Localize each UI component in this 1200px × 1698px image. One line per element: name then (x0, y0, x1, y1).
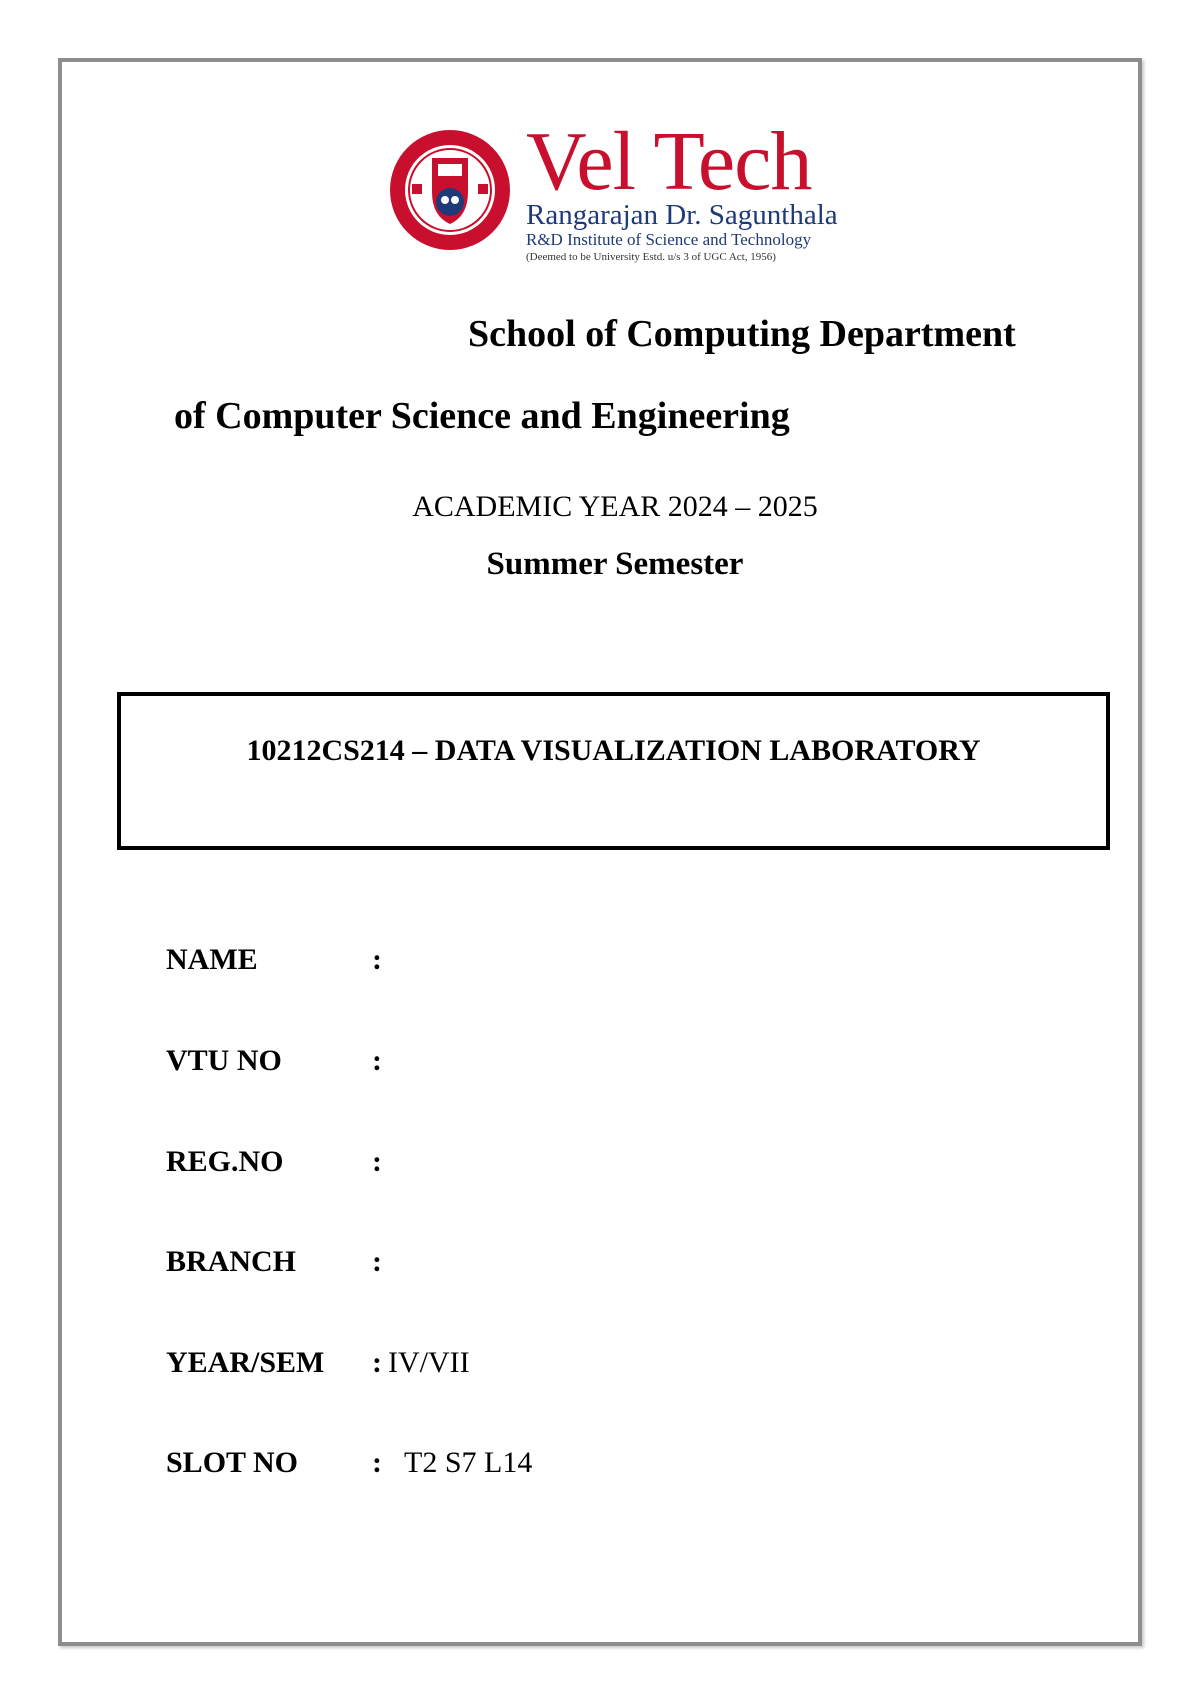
field-slot-no (166, 1446, 532, 1480)
institution-seal-icon (388, 128, 512, 252)
field-label: NAME (166, 943, 258, 976)
field-vtu-no (166, 1044, 388, 1078)
brand-name: Vel Tech (526, 115, 812, 208)
institution-logo (388, 115, 848, 263)
field-separator: : (372, 1245, 382, 1278)
course-box (117, 692, 1110, 850)
school-heading-line-2: of Computer Science and Engineering (174, 395, 790, 437)
field-separator: : (372, 1346, 382, 1379)
field-value: T2 S7 L14 (404, 1446, 533, 1479)
field-branch (166, 1245, 388, 1279)
school-heading-line-1: School of Computing Department (468, 313, 1016, 355)
brand-line-2: R&D Institute of Science and Technology (526, 230, 812, 249)
academic-year: ACADEMIC YEAR 2024 – 2025 (412, 490, 818, 523)
field-label: BRANCH (166, 1245, 297, 1278)
semester: Summer Semester (486, 546, 744, 582)
field-separator: : (372, 943, 382, 976)
field-separator: : (372, 1446, 382, 1479)
field-value: IV/VII (388, 1346, 470, 1379)
field-label: SLOT NO (166, 1446, 298, 1479)
field-label: REG.NO (166, 1145, 284, 1178)
field-year-sem (166, 1346, 470, 1380)
field-label: YEAR/SEM (166, 1346, 325, 1379)
page-border (58, 58, 1142, 1646)
brand-line-3: (Deemed to be University Estd. u/s 3 of UGC Act, 1956) (526, 251, 776, 263)
course-title: 10212CS214 – DATA VISUALIZATION LABORATORY (246, 734, 981, 767)
field-reg-no (166, 1145, 388, 1179)
field-separator: : (372, 1044, 382, 1077)
field-label: VTU NO (166, 1044, 282, 1077)
brand-line-1: Rangarajan Dr. Sagunthala (526, 199, 838, 231)
field-separator: : (372, 1145, 382, 1178)
field-name (166, 943, 388, 977)
brand-wordmark (526, 115, 838, 265)
